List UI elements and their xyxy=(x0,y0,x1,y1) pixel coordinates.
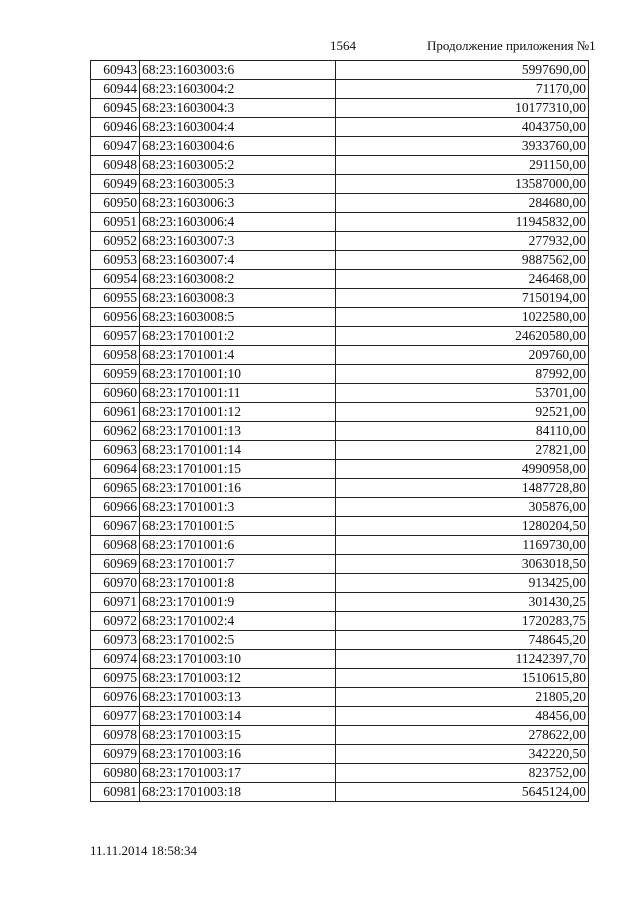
cadastral-value-cell: 3933760,00 xyxy=(336,137,589,156)
cadastral-value-cell: 1280204,50 xyxy=(336,517,589,536)
table-row xyxy=(91,365,589,384)
row-number-cell: 60965 xyxy=(91,479,140,498)
table-row xyxy=(91,308,589,327)
cadastral-number-cell: 68:23:1701001:13 xyxy=(140,422,336,441)
table-row xyxy=(91,99,589,118)
table-row xyxy=(91,498,589,517)
table-row xyxy=(91,289,589,308)
row-number-cell: 60978 xyxy=(91,726,140,745)
cadastral-number-cell: 68:23:1701003:15 xyxy=(140,726,336,745)
table-row xyxy=(91,384,589,403)
cadastral-number-cell: 68:23:1701001:14 xyxy=(140,441,336,460)
cadastral-number-cell: 68:23:1701001:10 xyxy=(140,365,336,384)
table-row xyxy=(91,422,589,441)
page-header xyxy=(0,38,640,58)
table-row xyxy=(91,517,589,536)
cadastral-value-cell: 913425,00 xyxy=(336,574,589,593)
cadastral-value-cell: 1720283,75 xyxy=(336,612,589,631)
cadastral-value-cell: 53701,00 xyxy=(336,384,589,403)
cadastral-value-cell: 3063018,50 xyxy=(336,555,589,574)
row-number-cell: 60958 xyxy=(91,346,140,365)
row-number-cell: 60954 xyxy=(91,270,140,289)
row-number-cell: 60972 xyxy=(91,612,140,631)
cadastral-number-cell: 68:23:1701001:2 xyxy=(140,327,336,346)
cadastral-value-cell: 21805,20 xyxy=(336,688,589,707)
row-number-cell: 60952 xyxy=(91,232,140,251)
table-row xyxy=(91,137,589,156)
cadastral-number-cell: 68:23:1701001:3 xyxy=(140,498,336,517)
row-number-cell: 60949 xyxy=(91,175,140,194)
cadastral-value-cell: 9887562,00 xyxy=(336,251,589,270)
table-row xyxy=(91,631,589,650)
row-number-cell: 60974 xyxy=(91,650,140,669)
cadastral-number-cell: 68:23:1701003:17 xyxy=(140,764,336,783)
cadastral-value-cell: 5645124,00 xyxy=(336,783,589,802)
cadastral-value-cell: 7150194,00 xyxy=(336,289,589,308)
cadastral-number-cell: 68:23:1603006:3 xyxy=(140,194,336,213)
cadastral-value-cell: 4043750,00 xyxy=(336,118,589,137)
table-row xyxy=(91,612,589,631)
table-row xyxy=(91,707,589,726)
table-row xyxy=(91,118,589,137)
row-number-cell: 60969 xyxy=(91,555,140,574)
row-number-cell: 60963 xyxy=(91,441,140,460)
table-row xyxy=(91,764,589,783)
row-number-cell: 60955 xyxy=(91,289,140,308)
table-row xyxy=(91,194,589,213)
row-number-cell: 60981 xyxy=(91,783,140,802)
cadastral-value-cell: 48456,00 xyxy=(336,707,589,726)
row-number-cell: 60957 xyxy=(91,327,140,346)
table-row xyxy=(91,80,589,99)
table-row xyxy=(91,213,589,232)
table-row xyxy=(91,232,589,251)
cadastral-number-cell: 68:23:1603004:2 xyxy=(140,80,336,99)
cadastral-number-cell: 68:23:1603008:5 xyxy=(140,308,336,327)
cadastral-number-cell: 68:23:1701001:12 xyxy=(140,403,336,422)
row-number-cell: 60945 xyxy=(91,99,140,118)
cadastral-value-cell: 277932,00 xyxy=(336,232,589,251)
table-row xyxy=(91,251,589,270)
page-number: 1564 xyxy=(330,38,356,53)
row-number-cell: 60950 xyxy=(91,194,140,213)
row-number-cell: 60970 xyxy=(91,574,140,593)
cadastral-number-cell: 68:23:1603006:4 xyxy=(140,213,336,232)
cadastral-value-cell: 24620580,00 xyxy=(336,327,589,346)
cadastral-value-cell: 291150,00 xyxy=(336,156,589,175)
cadastral-number-cell: 68:23:1701003:16 xyxy=(140,745,336,764)
cadastral-number-cell: 68:23:1603008:3 xyxy=(140,289,336,308)
appendix-title: Продолжение приложения №1 xyxy=(427,38,596,53)
row-number-cell: 60967 xyxy=(91,517,140,536)
table-row xyxy=(91,726,589,745)
cadastral-number-cell: 68:23:1701003:18 xyxy=(140,783,336,802)
cadastral-value-cell: 92521,00 xyxy=(336,403,589,422)
cadastral-number-cell: 68:23:1701003:14 xyxy=(140,707,336,726)
table-row xyxy=(91,669,589,688)
cadastral-value-cell: 1169730,00 xyxy=(336,536,589,555)
table-row xyxy=(91,327,589,346)
cadastral-number-cell: 68:23:1701003:10 xyxy=(140,650,336,669)
row-number-cell: 60948 xyxy=(91,156,140,175)
table-row xyxy=(91,270,589,289)
cadastral-value-cell: 246468,00 xyxy=(336,270,589,289)
cadastral-number-cell: 68:23:1603005:2 xyxy=(140,156,336,175)
cadastral-number-cell: 68:23:1701002:5 xyxy=(140,631,336,650)
cadastral-number-cell: 68:23:1701001:6 xyxy=(140,536,336,555)
cadastral-value-cell: 823752,00 xyxy=(336,764,589,783)
cadastral-value-cell: 1510615,80 xyxy=(336,669,589,688)
row-number-cell: 60971 xyxy=(91,593,140,612)
cadastral-number-cell: 68:23:1603003:6 xyxy=(140,61,336,80)
cadastral-number-cell: 68:23:1701003:13 xyxy=(140,688,336,707)
table-row xyxy=(91,403,589,422)
cadastral-value-table xyxy=(90,60,589,802)
table-row xyxy=(91,688,589,707)
cadastral-value-cell: 284680,00 xyxy=(336,194,589,213)
row-number-cell: 60962 xyxy=(91,422,140,441)
cadastral-value-cell: 278622,00 xyxy=(336,726,589,745)
table-row xyxy=(91,175,589,194)
row-number-cell: 60973 xyxy=(91,631,140,650)
cadastral-value-cell: 1487728,80 xyxy=(336,479,589,498)
cadastral-value-cell: 748645,20 xyxy=(336,631,589,650)
row-number-cell: 60979 xyxy=(91,745,140,764)
row-number-cell: 60966 xyxy=(91,498,140,517)
row-number-cell: 60964 xyxy=(91,460,140,479)
table-row xyxy=(91,61,589,80)
cadastral-value-cell: 301430,25 xyxy=(336,593,589,612)
row-number-cell: 60959 xyxy=(91,365,140,384)
table-row xyxy=(91,479,589,498)
table-row xyxy=(91,346,589,365)
cadastral-value-cell: 71170,00 xyxy=(336,80,589,99)
cadastral-value-cell: 209760,00 xyxy=(336,346,589,365)
cadastral-value-cell: 342220,50 xyxy=(336,745,589,764)
cadastral-value-cell: 4990958,00 xyxy=(336,460,589,479)
table-row xyxy=(91,574,589,593)
cadastral-value-cell: 87992,00 xyxy=(336,365,589,384)
cadastral-number-cell: 68:23:1701001:4 xyxy=(140,346,336,365)
cadastral-number-cell: 68:23:1603007:4 xyxy=(140,251,336,270)
cadastral-value-cell: 11945832,00 xyxy=(336,213,589,232)
cadastral-number-cell: 68:23:1701001:16 xyxy=(140,479,336,498)
cadastral-value-cell: 10177310,00 xyxy=(336,99,589,118)
cadastral-value-cell: 13587000,00 xyxy=(336,175,589,194)
cadastral-number-cell: 68:23:1603004:3 xyxy=(140,99,336,118)
row-number-cell: 60943 xyxy=(91,61,140,80)
cadastral-number-cell: 68:23:1701001:7 xyxy=(140,555,336,574)
row-number-cell: 60947 xyxy=(91,137,140,156)
cadastral-value-cell: 5997690,00 xyxy=(336,61,589,80)
row-number-cell: 60953 xyxy=(91,251,140,270)
row-number-cell: 60944 xyxy=(91,80,140,99)
cadastral-number-cell: 68:23:1603004:6 xyxy=(140,137,336,156)
row-number-cell: 60975 xyxy=(91,669,140,688)
row-number-cell: 60980 xyxy=(91,764,140,783)
row-number-cell: 60956 xyxy=(91,308,140,327)
cadastral-number-cell: 68:23:1701002:4 xyxy=(140,612,336,631)
cadastral-number-cell: 68:23:1603005:3 xyxy=(140,175,336,194)
cadastral-number-cell: 68:23:1603008:2 xyxy=(140,270,336,289)
cadastral-number-cell: 68:23:1603004:4 xyxy=(140,118,336,137)
row-number-cell: 60961 xyxy=(91,403,140,422)
cadastral-number-cell: 68:23:1701003:12 xyxy=(140,669,336,688)
table-row xyxy=(91,593,589,612)
row-number-cell: 60968 xyxy=(91,536,140,555)
table-row xyxy=(91,555,589,574)
table-row xyxy=(91,783,589,802)
table-row xyxy=(91,650,589,669)
cadastral-value-cell: 1022580,00 xyxy=(336,308,589,327)
cadastral-value-cell: 305876,00 xyxy=(336,498,589,517)
cadastral-number-cell: 68:23:1701001:11 xyxy=(140,384,336,403)
table-row xyxy=(91,441,589,460)
row-number-cell: 60951 xyxy=(91,213,140,232)
row-number-cell: 60946 xyxy=(91,118,140,137)
cadastral-value-cell: 27821,00 xyxy=(336,441,589,460)
cadastral-number-cell: 68:23:1701001:9 xyxy=(140,593,336,612)
cadastral-value-cell: 11242397,70 xyxy=(336,650,589,669)
row-number-cell: 60977 xyxy=(91,707,140,726)
table-row xyxy=(91,460,589,479)
row-number-cell: 60976 xyxy=(91,688,140,707)
row-number-cell: 60960 xyxy=(91,384,140,403)
table-row xyxy=(91,745,589,764)
table-body xyxy=(91,61,589,802)
table-row xyxy=(91,156,589,175)
print-timestamp: 11.11.2014 18:58:34 xyxy=(90,843,198,858)
cadastral-number-cell: 68:23:1701001:15 xyxy=(140,460,336,479)
cadastral-number-cell: 68:23:1701001:5 xyxy=(140,517,336,536)
table-row xyxy=(91,536,589,555)
cadastral-number-cell: 68:23:1701001:8 xyxy=(140,574,336,593)
cadastral-value-cell: 84110,00 xyxy=(336,422,589,441)
cadastral-number-cell: 68:23:1603007:3 xyxy=(140,232,336,251)
